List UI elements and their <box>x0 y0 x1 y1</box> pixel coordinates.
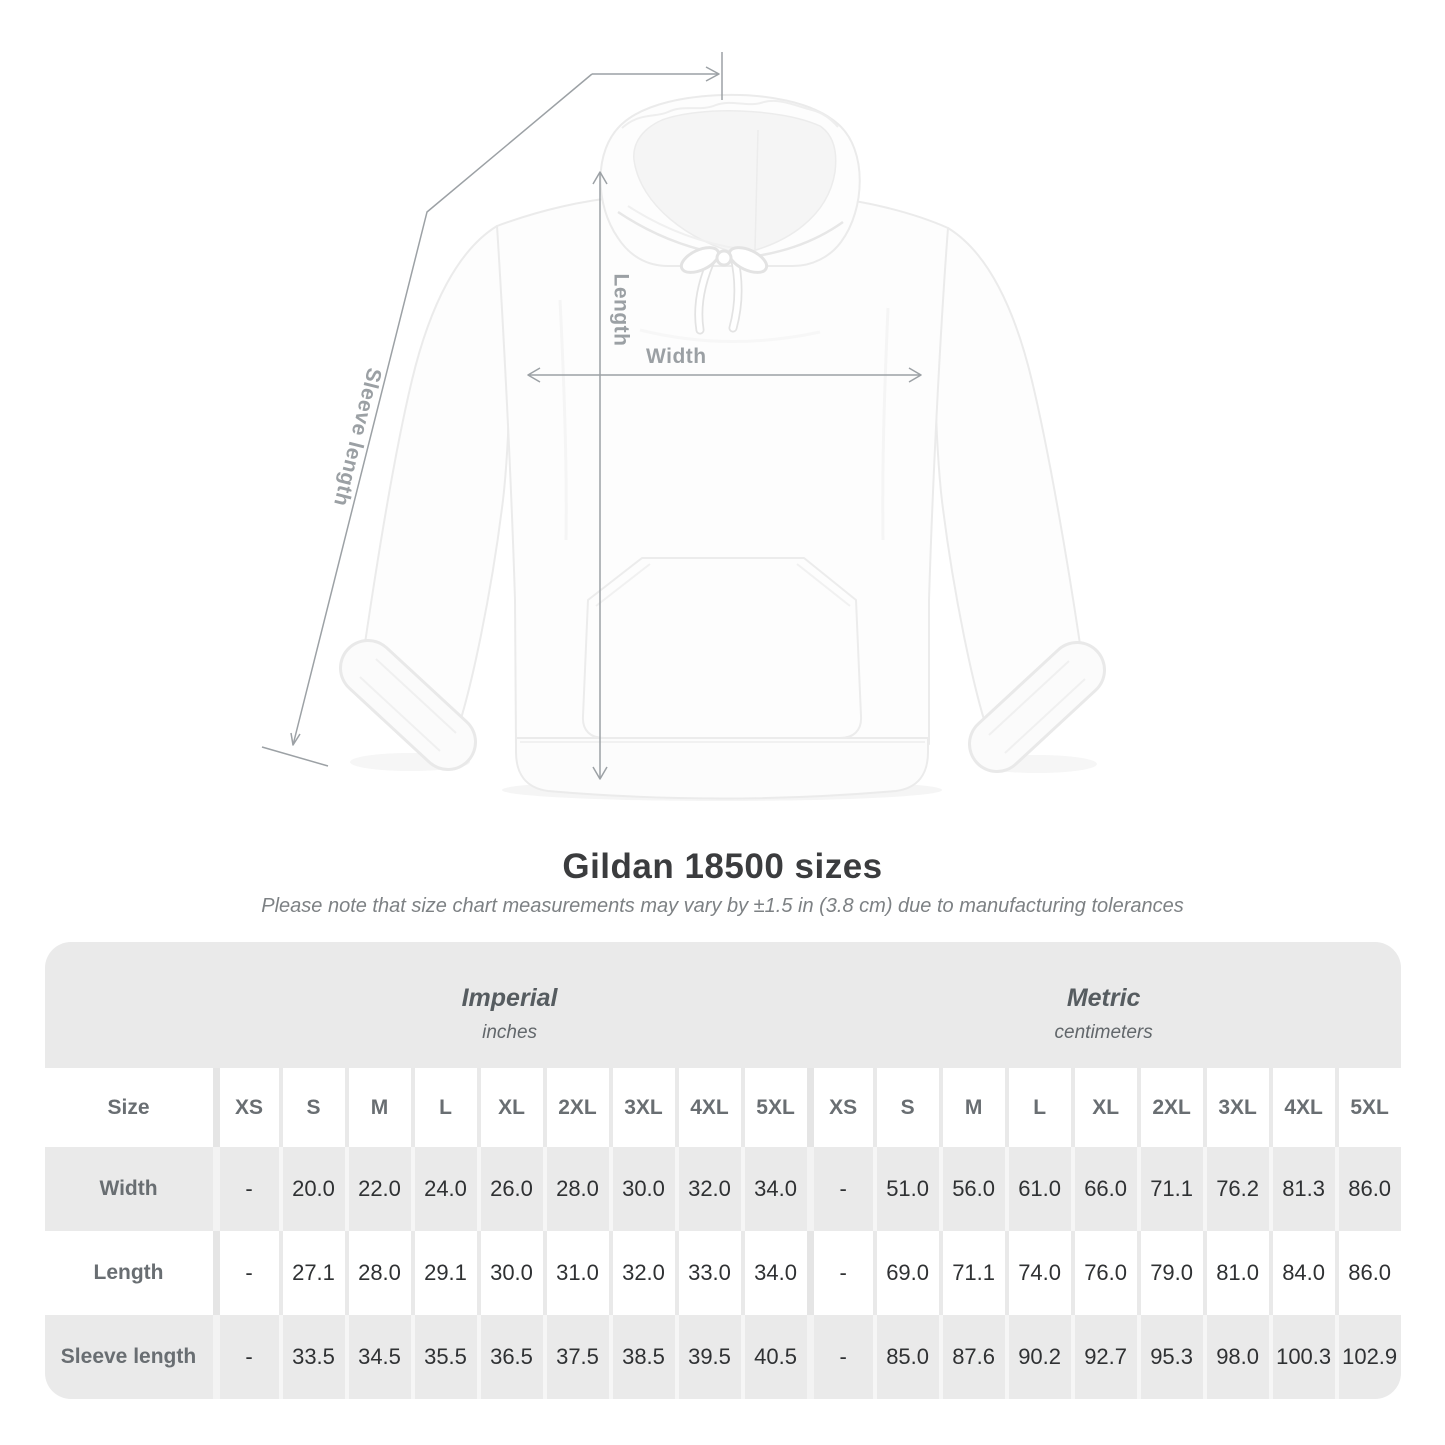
imperial-unit: inches <box>482 1022 538 1043</box>
width-measure-label: Width <box>646 345 707 368</box>
value-cell: 32.0 <box>675 1147 741 1231</box>
value-cell: 32.0 <box>609 1231 675 1315</box>
value-cell: 28.0 <box>543 1147 609 1231</box>
value-cell: - <box>213 1315 279 1399</box>
size-col-header: 5XL <box>1335 1068 1401 1147</box>
size-col-header: XS <box>807 1068 873 1147</box>
value-cell: 40.5 <box>741 1315 807 1399</box>
value-cell: 39.5 <box>675 1315 741 1399</box>
value-cell: 74.0 <box>1005 1231 1071 1315</box>
size-col-header: 5XL <box>741 1068 807 1147</box>
kangaroo-pocket <box>583 558 861 738</box>
value-cell: 22.0 <box>345 1147 411 1231</box>
size-table <box>45 942 1401 1399</box>
value-cell: 33.5 <box>279 1315 345 1399</box>
value-cell: 37.5 <box>543 1315 609 1399</box>
row-label: Length <box>45 1231 213 1315</box>
value-cell: 30.0 <box>609 1147 675 1231</box>
value-cell: 61.0 <box>1005 1147 1071 1231</box>
imperial-title: Imperial <box>461 984 558 1012</box>
value-cell: 98.0 <box>1203 1315 1269 1399</box>
metric-unit: centimeters <box>1054 1022 1153 1043</box>
value-cell: 90.2 <box>1005 1315 1071 1399</box>
size-col-header: 3XL <box>1203 1068 1269 1147</box>
size-col-header: XS <box>213 1068 279 1147</box>
value-cell: 38.5 <box>609 1315 675 1399</box>
value-cell: 81.3 <box>1269 1147 1335 1231</box>
value-cell: 30.0 <box>477 1231 543 1315</box>
value-cell: - <box>213 1147 279 1231</box>
row-label: Width <box>45 1147 213 1231</box>
value-cell: 34.5 <box>345 1315 411 1399</box>
tolerance-note: Please note that size chart measurements may vary by ±1.5 in (3.8 cm) due to manufacturing tolerances <box>261 895 1184 917</box>
value-cell: 36.5 <box>477 1315 543 1399</box>
value-cell: 24.0 <box>411 1147 477 1231</box>
value-cell: - <box>213 1231 279 1315</box>
size-header: Size <box>45 1068 213 1147</box>
value-cell: 69.0 <box>873 1231 939 1315</box>
size-col-header: S <box>279 1068 345 1147</box>
value-cell: 71.1 <box>939 1231 1005 1315</box>
value-cell: 27.1 <box>279 1231 345 1315</box>
hem-band <box>516 738 928 799</box>
width-row <box>45 1147 1401 1231</box>
size-col-header: 3XL <box>609 1068 675 1147</box>
value-cell: 95.3 <box>1137 1315 1203 1399</box>
value-cell: 66.0 <box>1071 1147 1137 1231</box>
value-cell: 71.1 <box>1137 1147 1203 1231</box>
value-cell: 26.0 <box>477 1147 543 1231</box>
value-cell: 84.0 <box>1269 1231 1335 1315</box>
value-cell: 76.0 <box>1071 1231 1137 1315</box>
value-cell: - <box>807 1315 873 1399</box>
size-table-container <box>45 942 1401 1399</box>
value-cell: 51.0 <box>873 1147 939 1231</box>
value-cell: 86.0 <box>1335 1147 1401 1231</box>
size-col-header: XL <box>477 1068 543 1147</box>
row-label: Sleeve length <box>45 1315 213 1399</box>
value-cell: 34.0 <box>741 1231 807 1315</box>
size-col-header: 4XL <box>675 1068 741 1147</box>
hood <box>600 95 859 266</box>
size-col-header: 2XL <box>1137 1068 1203 1147</box>
corner-cell <box>45 942 213 1068</box>
value-cell: 28.0 <box>345 1231 411 1315</box>
value-cell: 34.0 <box>741 1147 807 1231</box>
value-cell: - <box>807 1231 873 1315</box>
length-row <box>45 1231 1401 1315</box>
value-cell: 85.0 <box>873 1315 939 1399</box>
value-cell: 100.3 <box>1269 1315 1335 1399</box>
value-cell: 86.0 <box>1335 1231 1401 1315</box>
value-cell: 29.1 <box>411 1231 477 1315</box>
unit-section-row <box>45 942 1401 1068</box>
value-cell: 87.6 <box>939 1315 1005 1399</box>
sleeve-length-measure-label: Sleeve length <box>329 365 386 509</box>
size-col-header: M <box>939 1068 1005 1147</box>
metric-title: Metric <box>1066 984 1141 1012</box>
value-cell: 102.9 <box>1335 1315 1401 1399</box>
value-cell: 35.5 <box>411 1315 477 1399</box>
size-col-header: XL <box>1071 1068 1137 1147</box>
size-col-header: S <box>873 1068 939 1147</box>
imperial-section-header <box>213 942 807 1068</box>
value-cell: - <box>807 1147 873 1231</box>
value-cell: 79.0 <box>1137 1231 1203 1315</box>
size-col-header: L <box>411 1068 477 1147</box>
value-cell: 31.0 <box>543 1231 609 1315</box>
page-title: Gildan 18500 sizes <box>562 847 883 886</box>
size-col-header: L <box>1005 1068 1071 1147</box>
value-cell: 20.0 <box>279 1147 345 1231</box>
value-cell: 92.7 <box>1071 1315 1137 1399</box>
size-col-header: 2XL <box>543 1068 609 1147</box>
size-col-header: 4XL <box>1269 1068 1335 1147</box>
sleeve-length-row <box>45 1315 1401 1399</box>
length-measure-label: Length <box>609 273 633 347</box>
value-cell: 81.0 <box>1203 1231 1269 1315</box>
size-col-header: M <box>345 1068 411 1147</box>
size-header-row <box>45 1068 1401 1147</box>
value-cell: 76.2 <box>1203 1147 1269 1231</box>
value-cell: 33.0 <box>675 1231 741 1315</box>
metric-section-header <box>807 942 1401 1068</box>
value-cell: 56.0 <box>939 1147 1005 1231</box>
